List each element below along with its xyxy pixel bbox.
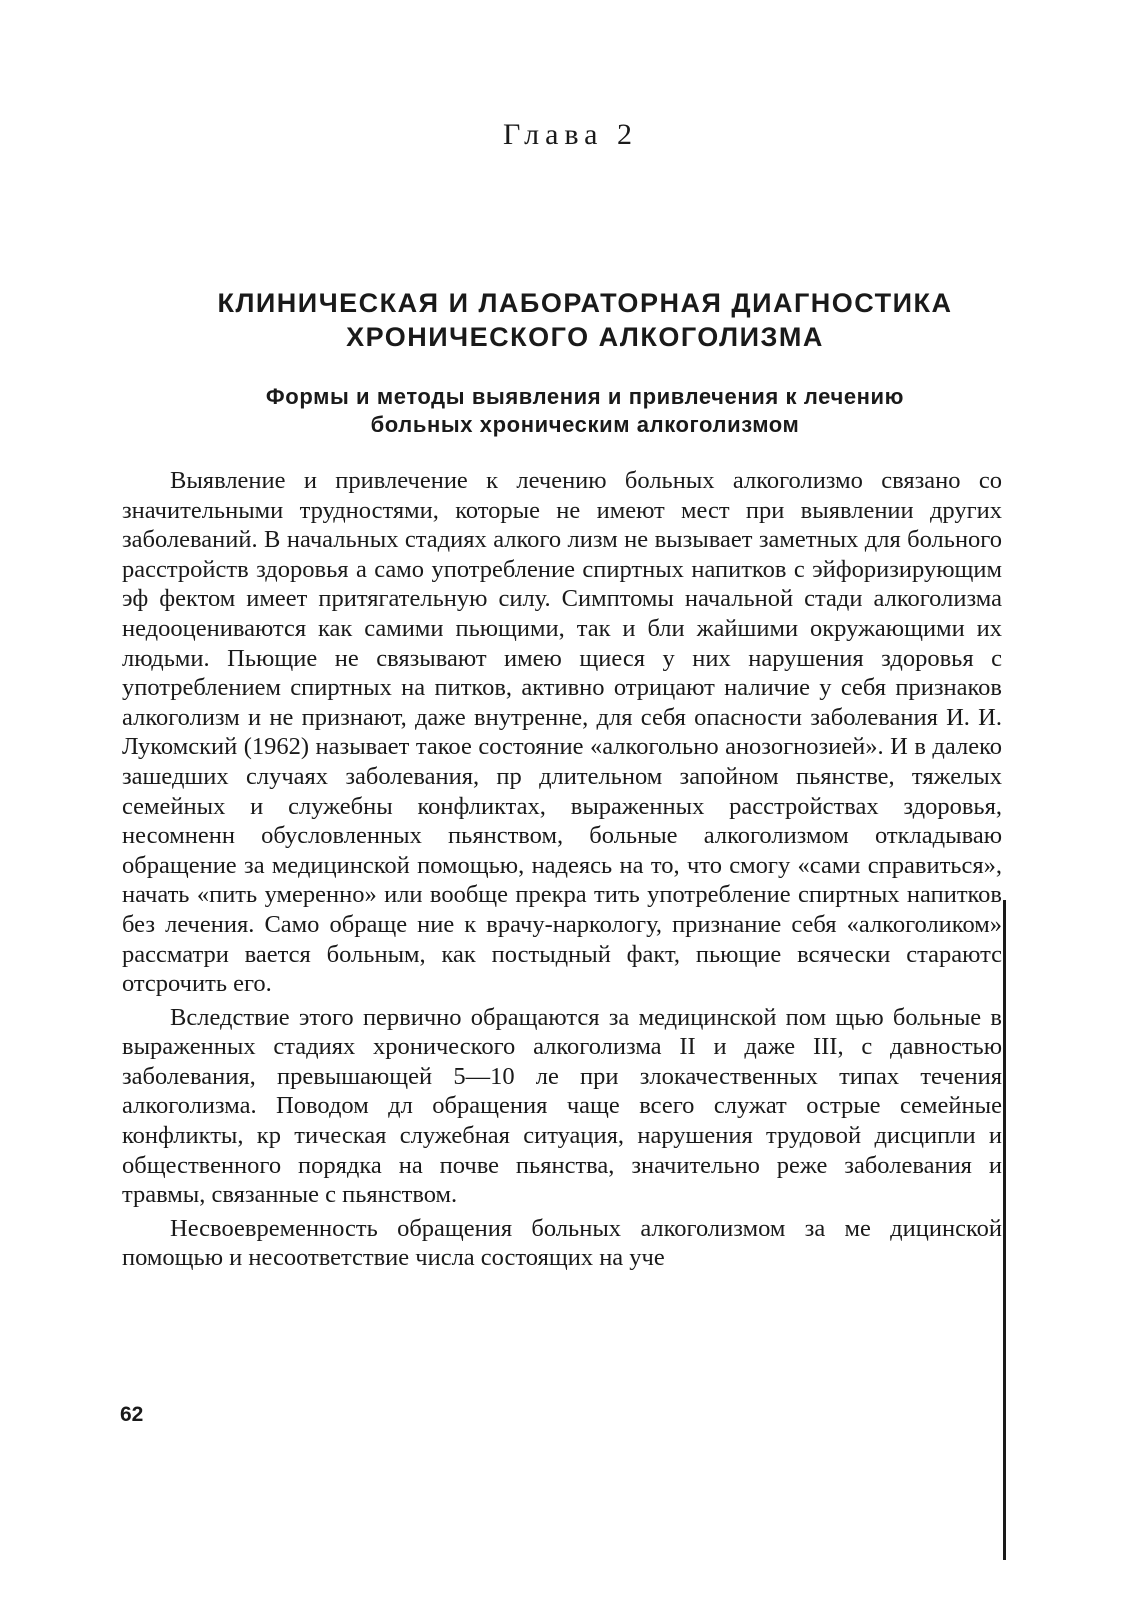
chapter-title-line: ХРОНИЧЕСКОГО АЛКОГОЛИЗМА [346,322,824,352]
paragraph: Вследствие этого первично обращаются за медицинской пом щью больные в выраженных стадиях хронического алкоголизма II и даже III, с давностью заболевания, превышающей 5—10 ле при злокачественных типах течения алкоголизма. Поводом дл обращения чаще всего служат острые семейные конфликты, кр тическая служебная ситуация, нарушения трудовой дисципли и общественного порядка на почве пьянства, значительно реже заболевания и травмы, связанные с пьянством. [122,1003,1002,1209]
chapter-title-line: КЛИНИЧЕСКАЯ И ЛАБОРАТОРНАЯ ДИАГНОСТИКА [217,288,953,318]
section-title-line: больных хроническим алкоголизмом [370,412,800,437]
page-number: 62 [120,1403,144,1426]
page-edge-line [1003,900,1006,1560]
chapter-title [150,286,1020,354]
body-text [122,466,1002,1273]
paragraph: Несвоевременность обращения больных алкоголизмом за ме дицинской помощью и несоответствие числа состоящих на уче [122,1214,1002,1272]
paragraph: Выявление и привлечение к лечению больных алкоголизмо связано со значительными трудностями, которые не имеют мест при выявлении других заболеваний. В начальных стадиях алкого лизм не вызывает заметных для больного расстройств здоровья а само употребление спиртных напитков с эйфоризирующим эф фектом имеет притягательную силу. Симптомы начальной стади алкоголизма недооцениваются как самими пьющими, так и бли жайшими окружающими их людьми. Пьющие не связывают имею щиеся у них нарушения здоровья с употреблением спиртных на питков, активно отрицают наличие у себя признаков алкоголизм и не признают, даже внутренне, для себя опасности заболевания И. И. Лукомский (1962) называет такое состояние «алкогольно анозогнозией». И в далеко зашедших случаях заболевания, пр длительном запойном пьянстве, тяжелых семейных и служебны конфликтах, выраженных расстройствах здоровья, несомненн обусловленных пьянством, больные алкоголизмом откладываю обращение за медицинской помощью, надеясь на то, что смогу «сами справиться», начать «пить умеренно» или вообще прекра тить употребление спиртных напитков без лечения. Само обраще ние к врачу-наркологу, признание себя «алкоголиком» рассматри вается больным, как постыдный факт, пьющие всячески стараютс отсрочить его. [122,467,1002,998]
chapter-label: Глава 2 [503,118,638,151]
section-title [150,383,1020,439]
section-title-line: Формы и методы выявления и привлечения к лечению [265,384,905,409]
